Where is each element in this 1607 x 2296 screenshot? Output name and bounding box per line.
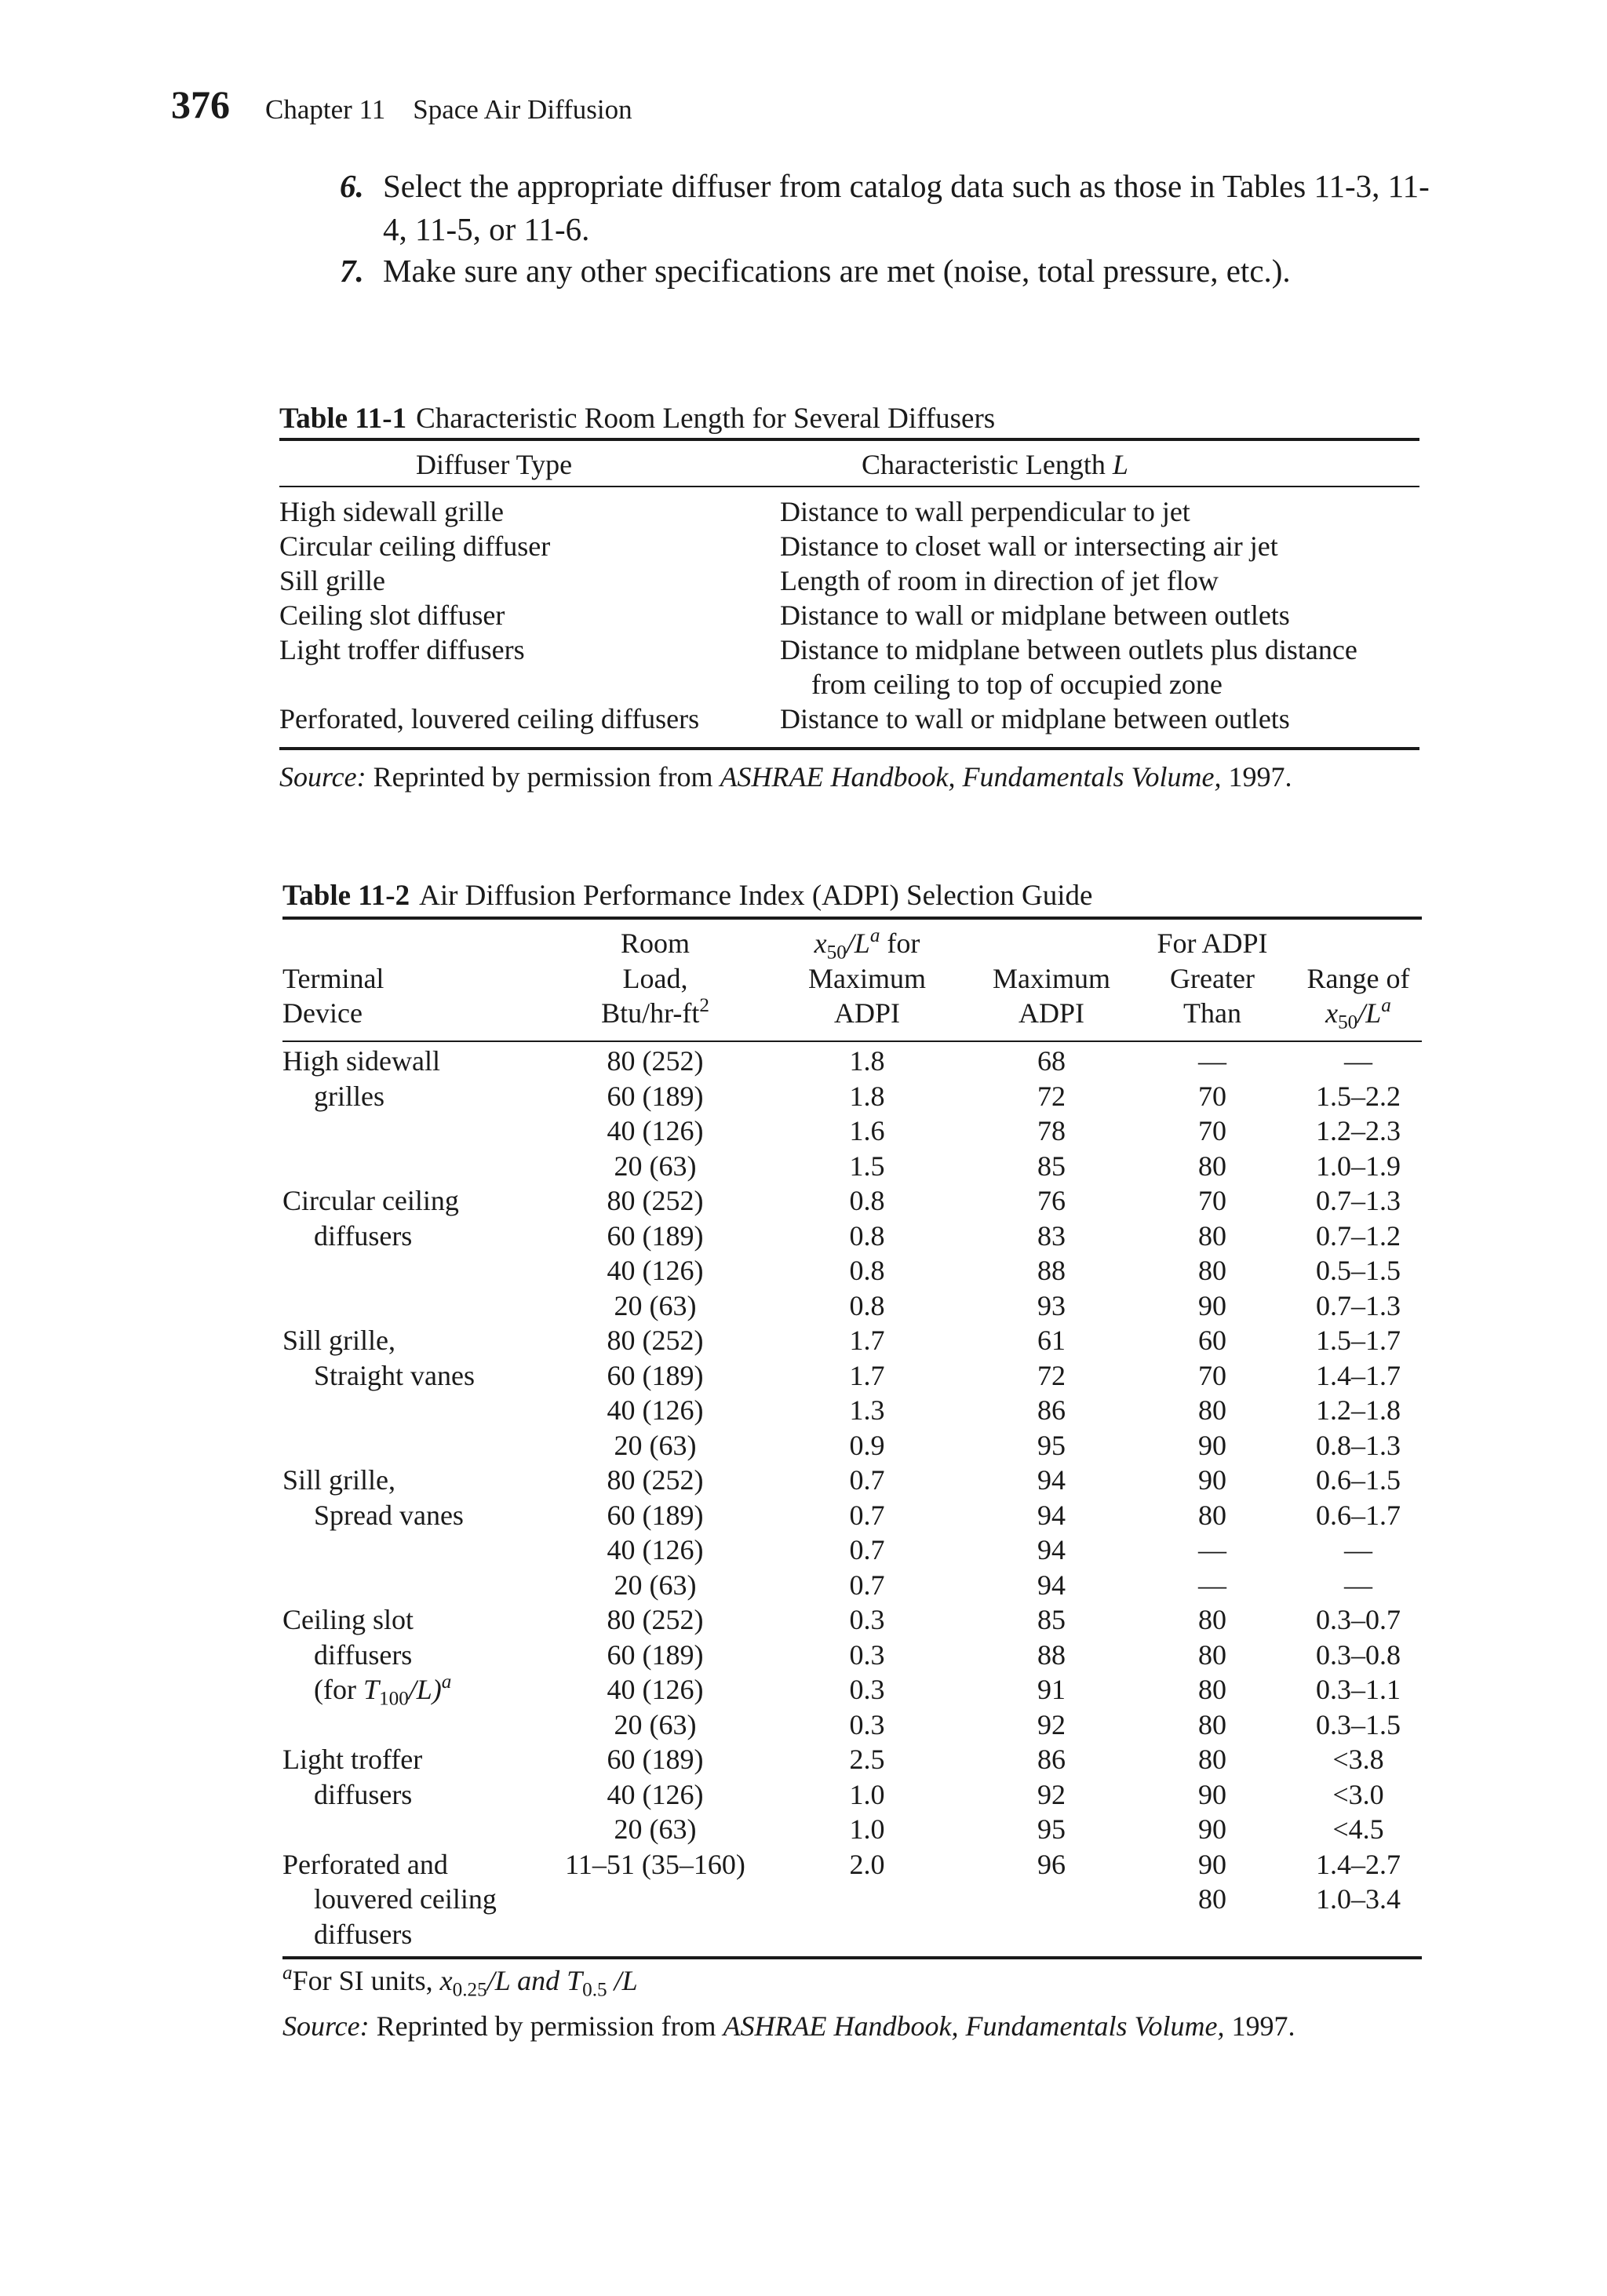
room-load: 80 (252) [607,1185,704,1216]
table-row [282,1183,1422,1219]
x-symbol: x [1325,997,1339,1029]
table-row [279,702,1419,736]
x50-range: <3.8 [1332,1744,1384,1775]
header-for-adpi: For ADPI [1157,928,1268,959]
x50-range: <3.0 [1332,1778,1384,1810]
maximum-adpi: 95 [1037,1813,1066,1845]
maximum-adpi: 85 [1037,1150,1066,1182]
x50-range: 0.3–0.8 [1316,1638,1401,1671]
terminal-device [314,1219,412,1254]
page-number: 376 [171,82,230,126]
adpi-greater-than: — [1198,1045,1226,1077]
maximum-adpi: 72 [1037,1359,1066,1391]
terminal-device [282,1183,459,1219]
terminal-device [282,1742,422,1777]
table-row [282,1602,1422,1638]
table2-source [282,2009,1295,2043]
terminal-device [282,1847,448,1882]
room-load: 40 (126) [607,1534,704,1565]
room-load: 20 (63) [614,1813,697,1845]
x50-max-adpi: 0.3 [849,1604,885,1635]
room-load: 60 (189) [607,1638,704,1671]
header-maximum: Maximum [808,962,926,994]
x50-range: 0.6–1.7 [1316,1499,1401,1531]
source-year: 1997. [1231,2010,1295,2042]
table1-caption [279,402,995,436]
table1-header-type: Diffuser Type [416,449,573,480]
device-text: diffusers [314,1778,413,1810]
x50-max-adpi: 0.9 [849,1429,885,1461]
header-symbol: L [1112,449,1128,480]
device-text: diffusers [314,1219,413,1252]
x50-max-adpi: 0.8 [849,1219,885,1252]
table1-header-rule [279,486,1419,487]
header-adpi: ADPI [833,997,900,1029]
x50-range: 0.3–1.1 [1316,1674,1401,1705]
device-text: Sill grille, [282,1325,395,1356]
x50-range: — [1344,1045,1372,1077]
adpi-greater-than: 80 [1198,1744,1226,1775]
room-load: 60 (189) [607,1080,704,1112]
table-row [282,1812,1422,1847]
terminal-device [314,1777,412,1813]
maximum-adpi: 68 [1037,1045,1066,1077]
table-row [279,494,1419,529]
room-load: 40 (126) [607,1394,704,1426]
maximum-adpi: 86 [1037,1744,1066,1775]
table-row [282,1323,1422,1358]
adpi-greater-than: 90 [1198,1464,1226,1496]
device-text: diffusers [314,1918,413,1950]
diffuser-type: Circular ceiling diffuser [279,530,551,562]
header-x50 [777,925,957,964]
maximum-adpi: 92 [1037,1708,1066,1740]
source-label: Source: [282,2010,370,2042]
x50-max-adpi: 1.5 [849,1150,885,1182]
maximum-adpi: 85 [1037,1604,1066,1635]
header-max-adpi-2: ADPI [1018,997,1084,1029]
table-row [282,1428,1422,1463]
source-work: ASHRAE Handbook, Fundamentals Volume, [723,2010,1225,2042]
room-load: 80 (252) [607,1464,704,1496]
table-row [279,563,1419,598]
chapter-title: Space Air Diffusion [413,94,632,125]
t-symbol: T [363,1674,379,1705]
table-row [282,1532,1422,1568]
diffuser-type: Perforated, louvered ceiling diffusers [279,703,700,734]
x50-max-adpi: 0.7 [849,1464,885,1496]
x50-range: 0.6–1.5 [1316,1464,1401,1496]
adpi-greater-than: — [1198,1534,1226,1565]
adpi-greater-than: 80 [1198,1255,1226,1286]
room-load: 60 (189) [607,1219,704,1252]
maximum-adpi: 95 [1037,1429,1066,1461]
terminal-device [314,1079,384,1114]
adpi-greater-than: 90 [1198,1848,1226,1880]
table1-source [279,760,1292,794]
x50-range: 0.7–1.2 [1316,1219,1401,1252]
x50-range: 1.0–1.9 [1316,1150,1401,1182]
adpi-greater-than: 80 [1198,1674,1226,1705]
maximum-adpi: 78 [1037,1115,1066,1146]
x-symbol: x [439,1965,453,1996]
x50-max-adpi: 0.7 [849,1499,885,1531]
terminal-device [314,1917,412,1952]
table2-footnote [282,1963,638,2001]
adpi-greater-than: 80 [1198,1219,1226,1252]
room-load: 20 (63) [614,1569,697,1601]
table-row [279,598,1419,632]
room-load: 80 (252) [607,1325,704,1356]
table-row [282,1113,1422,1149]
chapter-label: Chapter 11 [265,94,386,125]
maximum-adpi: 93 [1037,1289,1066,1321]
maximum-adpi: 72 [1037,1080,1066,1112]
x50-range: 1.5–1.7 [1316,1325,1401,1356]
x50-max-adpi: 2.0 [849,1848,885,1880]
t-symbol: T [567,1965,583,1996]
table2-caption [282,879,1092,913]
maximum-adpi: 86 [1037,1394,1066,1426]
a-sup: a [1381,995,1391,1017]
device-text: Circular ceiling [282,1185,459,1216]
for-text: for [880,928,920,959]
table-row [282,1777,1422,1813]
source-text: Reprinted by permission from [373,761,713,793]
x50-max-adpi: 1.8 [849,1045,885,1077]
adpi-greater-than: 90 [1198,1429,1226,1461]
x50-range: — [1344,1534,1372,1565]
device-text: louvered ceiling [314,1883,497,1915]
x50-max-adpi: 1.8 [849,1080,885,1112]
room-load: 20 (63) [614,1289,697,1321]
x50-range: 0.7–1.3 [1316,1289,1401,1321]
x50-range: 0.3–1.5 [1316,1708,1401,1740]
table1-bottom-rule [279,747,1419,750]
room-load: 40 (126) [607,1674,704,1705]
device-tail: /L) [408,1674,442,1705]
header-range: Range of [1306,962,1410,994]
terminal-device [314,1882,497,1917]
header-units [561,996,749,1031]
device-text [314,1674,379,1705]
adpi-greater-than: 80 [1198,1394,1226,1426]
maximum-adpi: 83 [1037,1219,1066,1252]
adpi-greater-than: 70 [1198,1359,1226,1391]
a-sup: a [441,1671,452,1693]
table-row [282,1463,1422,1498]
x50-max-adpi: 0.8 [849,1185,885,1216]
room-load: 40 (126) [607,1115,704,1146]
footnote-text: For SI units, [292,1965,440,1996]
step-7 [340,250,1438,293]
table-row [282,1079,1422,1114]
t-sub: 100 [379,1688,409,1710]
adpi-greater-than: 80 [1198,1150,1226,1182]
x50-max-adpi: 0.8 [849,1289,885,1321]
adpi-greater-than: 70 [1198,1080,1226,1112]
terminal-device [314,1358,475,1394]
maximum-adpi: 88 [1037,1255,1066,1286]
header-room: Room [620,928,690,959]
room-load: 20 (63) [614,1429,697,1461]
table-row [282,1288,1422,1324]
adpi-greater-than: 70 [1198,1115,1226,1146]
x50-range: 1.4–1.7 [1316,1359,1401,1391]
table1-top-rule [279,438,1419,441]
diffuser-type: High sidewall grille [279,496,504,527]
terminal-device [282,1602,414,1638]
table-row [282,1742,1422,1777]
x-sub: 0.25 [452,1979,487,2001]
table2-top-rule [282,917,1422,920]
running-header [265,96,632,123]
characteristic-length: Distance to closet wall or intersecting air jet [780,530,1278,562]
adpi-greater-than: 80 [1198,1883,1226,1915]
table1-body [279,494,1419,736]
adpi-greater-than: 70 [1198,1185,1226,1216]
room-load: 60 (189) [607,1359,704,1391]
room-load: 40 (126) [607,1255,704,1286]
terminal-device [314,1498,464,1533]
step-text: Make sure any other specifications are met (noise, total pressure, etc.). [383,253,1291,289]
x50-max-adpi: 0.3 [849,1638,885,1671]
x50-range: 0.3–0.7 [1316,1604,1401,1635]
room-load: 11–51 (35–160) [565,1848,745,1880]
adpi-greater-than: 80 [1198,1708,1226,1740]
source-work: ASHRAE Handbook, Fundamentals Volume, [720,761,1222,793]
maximum-adpi: 96 [1037,1848,1066,1880]
table-row [282,1358,1422,1394]
maximum-adpi: 92 [1037,1778,1066,1810]
x50-max-adpi: 1.0 [849,1813,885,1845]
table-row [282,1498,1422,1533]
maximum-adpi: 76 [1037,1185,1066,1216]
table2-header-rule [282,1040,1422,1042]
header-terminal: Terminal [282,962,384,994]
table-row [279,632,1419,702]
x50-max-adpi: 1.0 [849,1778,885,1810]
adpi-greater-than: 80 [1198,1604,1226,1635]
x50-range: <4.5 [1332,1813,1384,1845]
characteristic-length: Distance to wall perpendicular to jet [780,496,1190,527]
x50-range: 1.4–2.7 [1316,1848,1401,1880]
x-sub: 50 [1338,1011,1358,1033]
units-sup: 2 [699,995,709,1017]
device-text: Straight vanes [314,1359,475,1391]
room-load: 20 (63) [614,1150,697,1182]
adpi-greater-than: 90 [1198,1813,1226,1845]
characteristic-length-cont: from ceiling to top of occupied zone [811,669,1223,700]
terminal-device [282,1323,395,1358]
adpi-greater-than: 80 [1198,1499,1226,1531]
x-symbol: x [814,928,827,959]
diffuser-type: Ceiling slot diffuser [279,600,505,631]
device-text: Ceiling slot [282,1604,414,1635]
room-load: 60 (189) [607,1744,704,1775]
step-number: 7. [340,253,364,289]
x50-range: 0.5–1.5 [1316,1255,1401,1286]
characteristic-length: Length of room in direction of jet flow [780,565,1219,596]
table1-title: Characteristic Room Length for Several Diffusers [416,403,996,435]
table2-bottom-rule [282,1956,1422,1959]
adpi-greater-than: — [1198,1569,1226,1601]
x50-max-adpi: 1.7 [849,1359,885,1391]
table-row [282,1847,1422,1882]
terminal-device [282,1044,440,1079]
adpi-greater-than: 90 [1198,1778,1226,1810]
maximum-adpi: 61 [1037,1325,1066,1356]
step-number: 6. [340,168,364,204]
table-row [282,1638,1422,1673]
maximum-adpi: 94 [1037,1569,1066,1601]
room-load: 80 (252) [607,1604,704,1635]
table2-title: Air Diffusion Performance Index (ADPI) Selection Guide [419,880,1093,912]
diffuser-type: Light troffer diffusers [279,634,525,665]
x50-range: 1.0–3.4 [1316,1883,1401,1915]
t-sub: 0.5 [582,1979,607,2001]
footnote-mark: a [282,1963,293,1984]
table2-header [282,926,1422,1036]
table-row [282,1568,1422,1603]
maximum-adpi: 94 [1037,1464,1066,1496]
characteristic-length: Distance to midplane between outlets plus distance [780,634,1357,665]
header-max-adpi-1: Maximum [993,962,1110,994]
table-row [282,1253,1422,1288]
header-device: Device [282,997,363,1029]
header-text: Characteristic Length [862,449,1106,480]
device-text: Spread vanes [314,1499,464,1531]
x50-max-adpi: 0.3 [849,1674,885,1705]
x50-max-adpi: 0.3 [849,1708,885,1740]
device-text: diffusers [314,1638,413,1671]
adpi-greater-than: 80 [1198,1638,1226,1671]
table-row [282,1882,1422,1917]
maximum-adpi: 94 [1037,1534,1066,1565]
step-6 [340,165,1438,251]
step-text: Select the appropriate diffuser from catalog data such as those in Tables 11-3, 11-4, 11-5, or 11-6. [383,168,1430,247]
x50-max-adpi: 2.5 [849,1744,885,1775]
device-text: Sill grille, [282,1464,395,1496]
a-sup: a [869,925,880,947]
x50-range: 1.5–2.2 [1316,1080,1401,1112]
table-row [282,1393,1422,1428]
table-row [282,1917,1422,1952]
x50-range: 0.7–1.3 [1316,1185,1401,1216]
x50-max-adpi: 0.7 [849,1569,885,1601]
header-load: Load, [622,962,688,994]
table-row [282,1044,1422,1079]
device-text: Light troffer [282,1744,423,1775]
header-range-symbol [1295,996,1422,1031]
device-text: High sidewall [282,1045,440,1077]
x50-range: 1.2–1.8 [1316,1394,1401,1426]
table-row [282,1149,1422,1184]
table-row [282,1219,1422,1254]
maximum-adpi: 88 [1037,1638,1066,1671]
x50-max-adpi: 1.3 [849,1394,885,1426]
footnote-mid: /L and [486,1965,567,1996]
table-row [279,529,1419,563]
terminal-device [282,1463,395,1498]
device-text: Perforated and [282,1848,448,1880]
x50-max-adpi: 0.7 [849,1534,885,1565]
table2-label: Table 11-2 [282,880,410,912]
device-text-pre: (for [314,1674,363,1705]
room-load: 20 (63) [614,1708,697,1740]
adpi-greater-than: 90 [1198,1289,1226,1321]
terminal-device [314,1671,452,1710]
adpi-greater-than: 60 [1198,1325,1226,1356]
x50-range: 1.2–2.3 [1316,1115,1401,1146]
characteristic-length: Distance to wall or midplane between outlets [780,703,1290,734]
table1-label: Table 11-1 [279,403,407,435]
x50-range: — [1344,1569,1372,1601]
room-load: 80 (252) [607,1045,704,1077]
room-load: 60 (189) [607,1499,704,1531]
footnote-post: /L [607,1965,638,1996]
header-than: Than [1183,997,1241,1029]
l-symbol: /L [846,928,870,959]
source-label: Source: [279,761,366,793]
l-symbol: /L [1357,997,1382,1029]
table-row [282,1707,1422,1743]
source-text: Reprinted by permission from [376,2010,716,2042]
x-sub: 50 [826,942,847,964]
maximum-adpi: 91 [1037,1674,1066,1705]
x50-range: 0.8–1.3 [1316,1429,1401,1461]
table1-header-length [862,447,1128,482]
diffuser-type: Sill grille [279,565,385,596]
table-row [282,1671,1422,1710]
units-text: Btu/hr-ft [601,997,700,1029]
x50-max-adpi: 0.8 [849,1255,885,1286]
characteristic-length: Distance to wall or midplane between outlets [780,600,1290,631]
device-text: grilles [314,1080,384,1112]
x50-max-adpi: 1.6 [849,1115,885,1146]
room-load: 40 (126) [607,1778,704,1810]
header-greater: Greater [1170,962,1255,994]
maximum-adpi: 94 [1037,1499,1066,1531]
table2-body [282,1044,1422,1952]
source-year: 1997. [1228,761,1292,793]
x50-max-adpi: 1.7 [849,1325,885,1356]
terminal-device [314,1638,412,1673]
